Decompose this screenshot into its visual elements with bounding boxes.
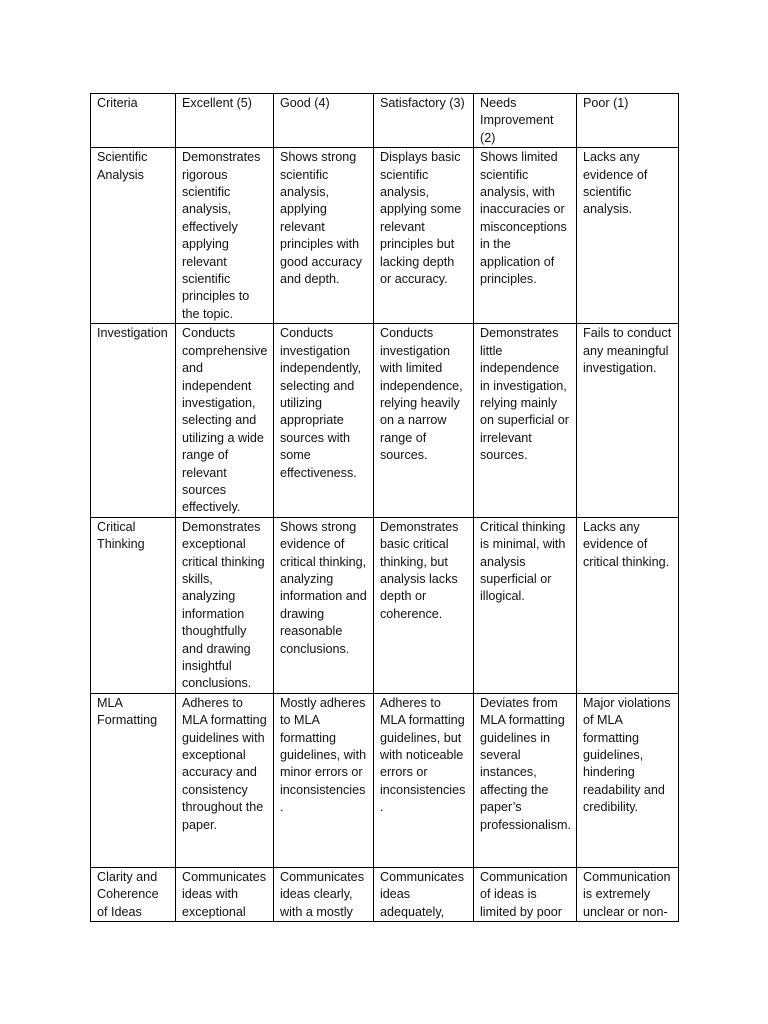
table-cell: Conducts investigation independently, selecting and utilizing appropriate sources with some effectiveness.	[274, 324, 374, 517]
criteria-cell: Investigation	[91, 324, 176, 517]
table-cell: Demonstrates little independence in investigation, relying mainly on superficial or irrelevant sources.	[474, 324, 577, 517]
criteria-cell: Scientific Analysis	[91, 148, 176, 324]
header-satisfactory: Satisfactory (3)	[374, 94, 474, 148]
table-cell: Deviates from MLA formatting guidelines in several instances, affecting the paper’s professionalism.	[474, 693, 577, 867]
table-cell: Conducts comprehensive and independent investigation, selecting and utilizing a wide range of relevant sources effectively.	[176, 324, 274, 517]
table-row	[91, 867, 679, 921]
table-cell: Shows limited scientific analysis, with inaccuracies or misconceptions in the application of principles.	[474, 148, 577, 324]
table-cell: Fails to conduct any meaningful investigation.	[577, 324, 679, 517]
header-excellent: Excellent (5)	[176, 94, 274, 148]
table-cell: Mostly adheres to MLA formatting guidelines, with minor errors or inconsistencies.	[274, 693, 374, 867]
table-row	[91, 517, 679, 693]
criteria-cell: Critical Thinking	[91, 517, 176, 693]
table-cell: Communication is extremely unclear or non-	[577, 867, 679, 921]
table-cell: Shows strong scientific analysis, applying relevant principles with good accuracy and depth.	[274, 148, 374, 324]
table-cell: Shows strong evidence of critical thinking, analyzing information and drawing reasonable conclusions.	[274, 517, 374, 693]
criteria-cell: Clarity and Coherence of Ideas	[91, 867, 176, 921]
table-row	[91, 148, 679, 324]
rubric-table	[90, 93, 679, 922]
table-row	[91, 693, 679, 867]
table-cell: Major violations of MLA formatting guidelines, hindering readability and credibility.	[577, 693, 679, 867]
table-cell: Communicates ideas with exceptional	[176, 867, 274, 921]
table-cell: Adheres to MLA formatting guidelines, but with noticeable errors or inconsistencies.	[374, 693, 474, 867]
table-cell: Critical thinking is minimal, with analysis superficial or illogical.	[474, 517, 577, 693]
criteria-cell: MLA Formatting	[91, 693, 176, 867]
table-cell: Communicates ideas adequately,	[374, 867, 474, 921]
header-poor: Poor (1)	[577, 94, 679, 148]
table-cell: Displays basic scientific analysis, applying some relevant principles but lacking depth or accuracy.	[374, 148, 474, 324]
table-cell: Communicates ideas clearly, with a mostly	[274, 867, 374, 921]
header-needs-improvement: Needs Improvement (2)	[474, 94, 577, 148]
header-criteria: Criteria	[91, 94, 176, 148]
header-good: Good (4)	[274, 94, 374, 148]
table-cell: Lacks any evidence of critical thinking.	[577, 517, 679, 693]
table-cell: Lacks any evidence of scientific analysis.	[577, 148, 679, 324]
table-cell: Communication of ideas is limited by poor	[474, 867, 577, 921]
table-cell: Demonstrates exceptional critical thinking skills, analyzing information thoughtfully and drawing insightful conclusions.	[176, 517, 274, 693]
table-header-row	[91, 94, 679, 148]
table-row	[91, 324, 679, 517]
table-cell: Conducts investigation with limited independence, relying heavily on a narrow range of sources.	[374, 324, 474, 517]
table-cell: Demonstrates basic critical thinking, but analysis lacks depth or coherence.	[374, 517, 474, 693]
table-cell: Adheres to MLA formatting guidelines with exceptional accuracy and consistency throughout the paper.	[176, 693, 274, 867]
table-cell: Demonstrates rigorous scientific analysis, effectively applying relevant scientific principles to the topic.	[176, 148, 274, 324]
